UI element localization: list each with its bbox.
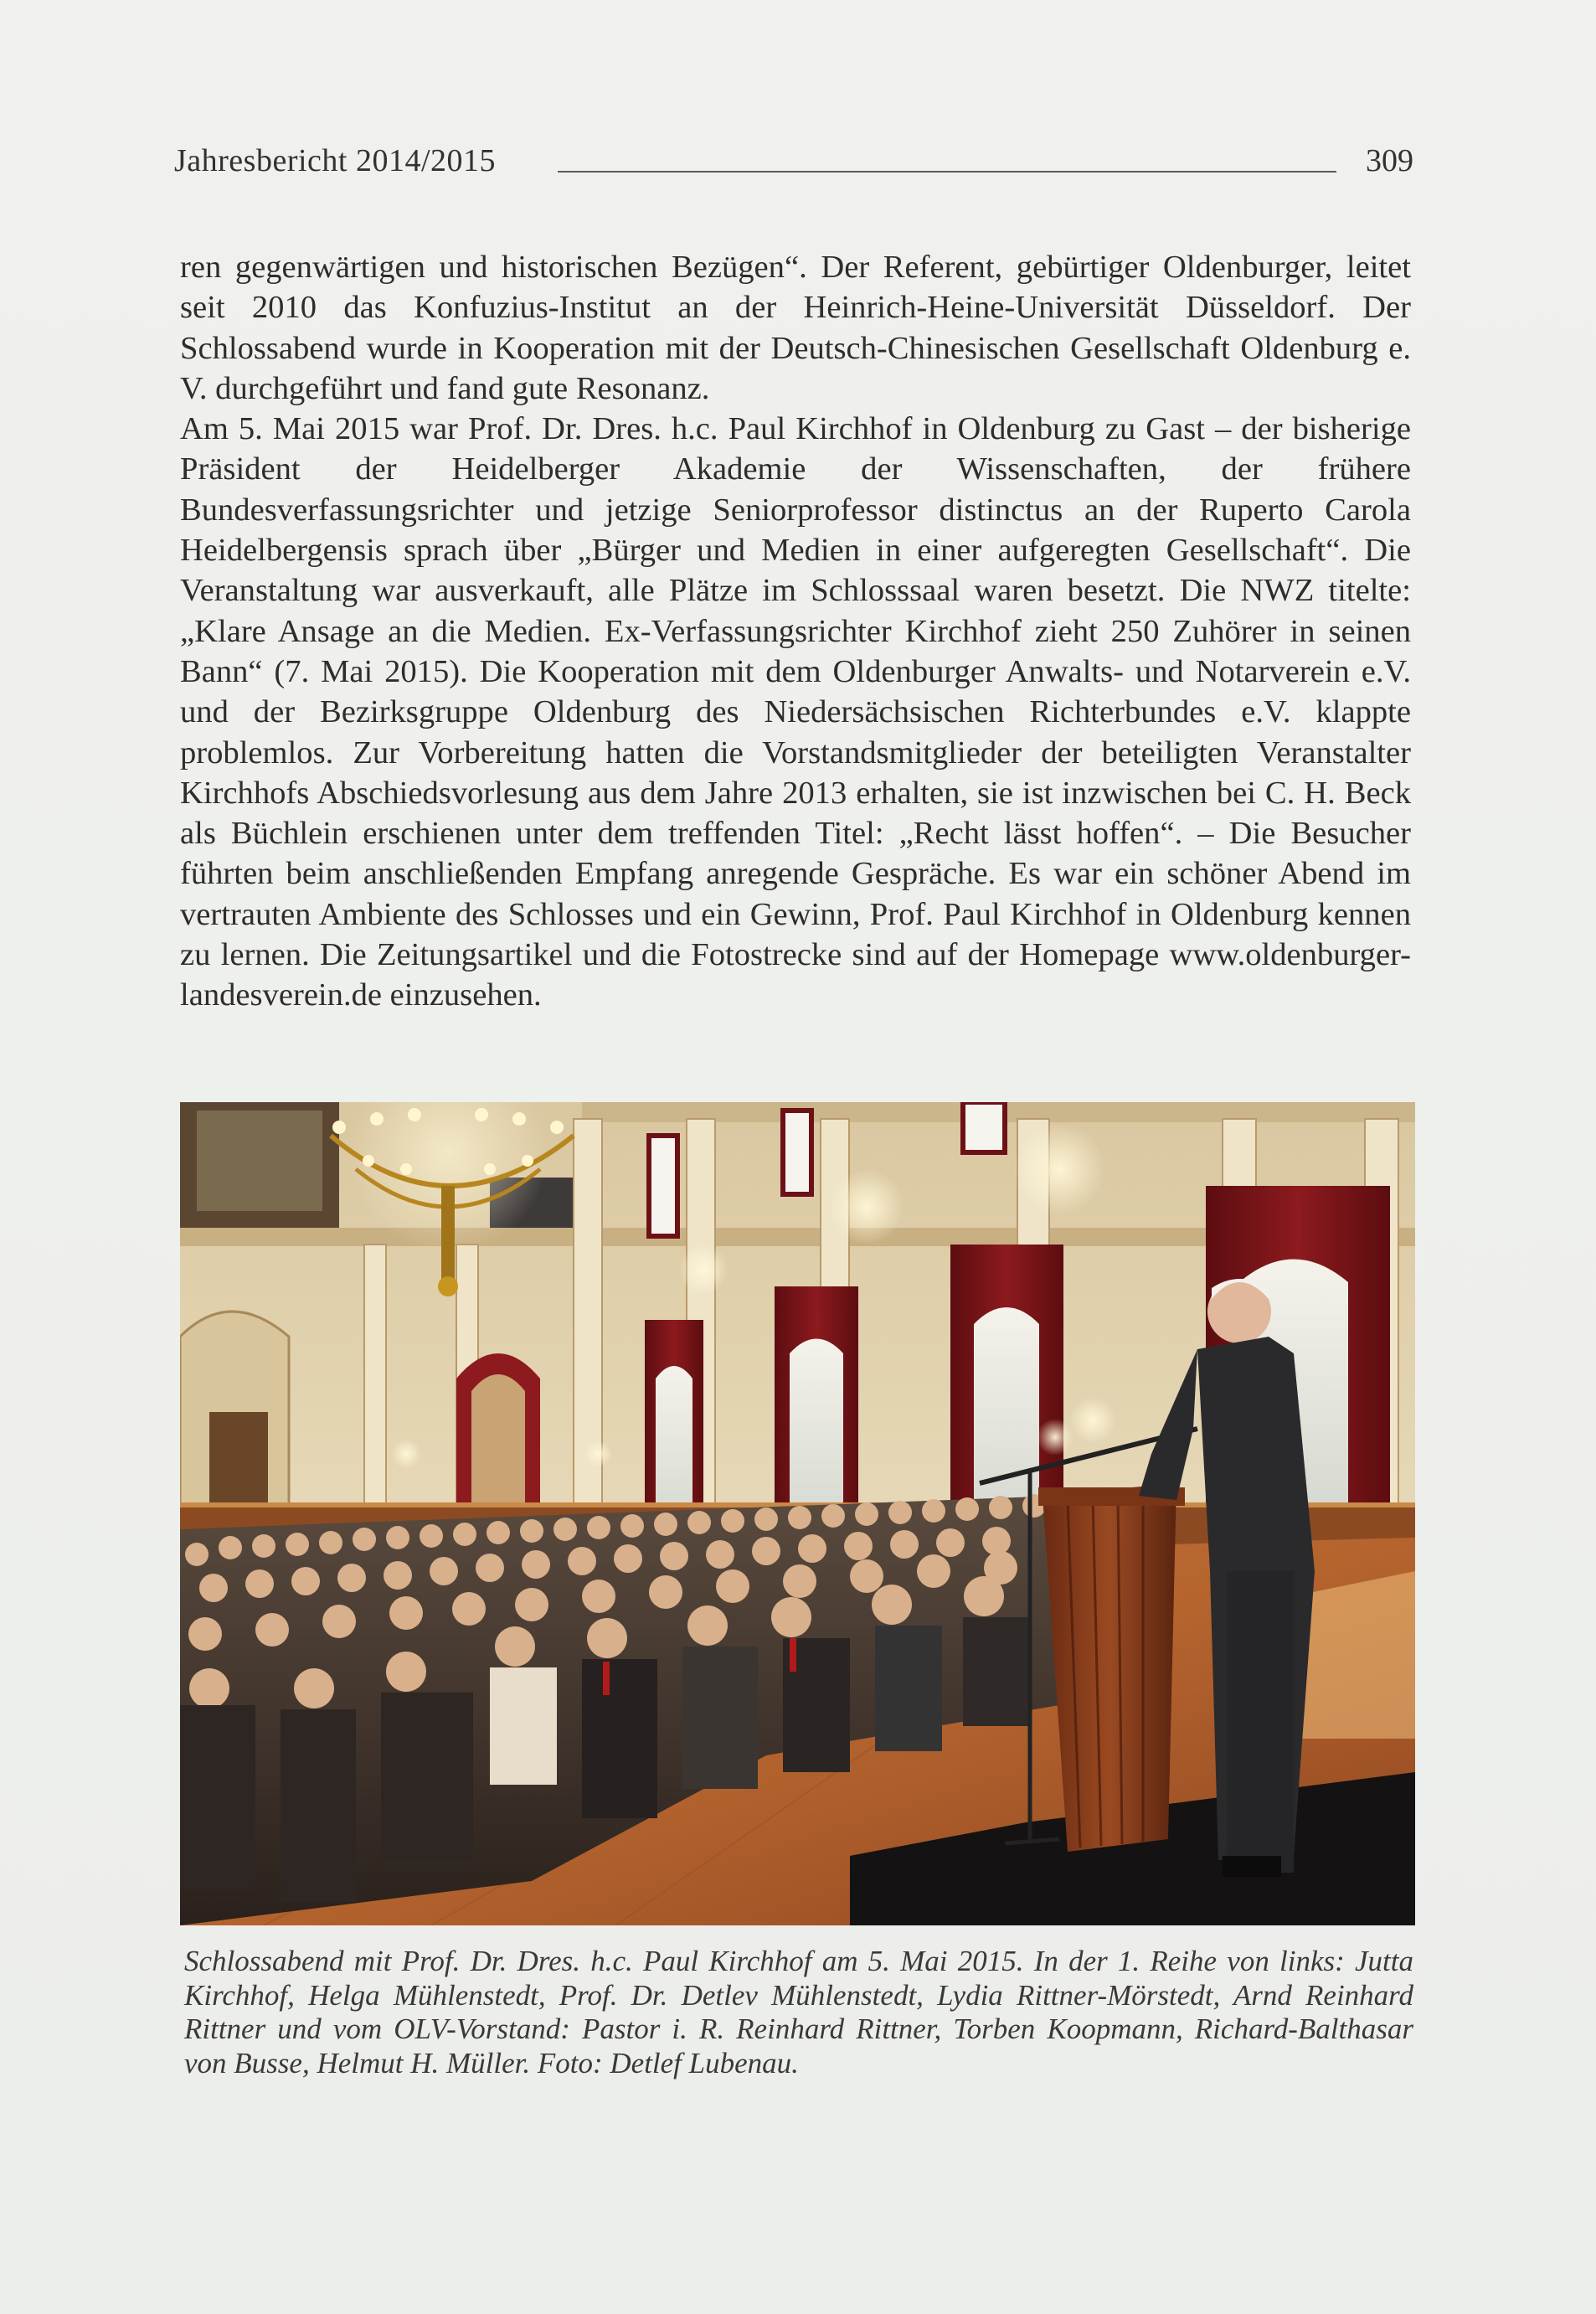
running-head [174,142,1413,193]
page-number: 309 [1366,143,1413,178]
header-rule [558,171,1336,173]
event-photo [180,1102,1415,1925]
paragraph-1: ren gegenwärtigen und historischen Bezügen“. Der Referent, gebürtiger Oldenburger, leitet seit 2010 das Konfuzius-Institut an der Heinrich-Heine-Universität Düsseldorf. Der Schlossabend wurde in Kooperation mit der Deutsch-Chinesischen Gesellschaft Oldenburg e. V. durchgeführt und fand gute Resonanz. [180,250,1411,406]
body-text [180,247,1411,1016]
figure-caption [184,1945,1413,2080]
running-title: Jahresbericht 2014/2015 [174,143,497,178]
caption-text: Schlossabend mit Prof. Dr. Dres. h.c. Paul Kirchhof am 5. Mai 2015. In der 1. Reihe von links: Jutta Kirchhof, Helga Mühlenstedt, Prof. Dr. Detlev Mühlenstedt, Lydia Rittner-Mörstedt, Arnd Reinhard Rittner und vom OLV-Vorstand: Pastor i. R. Reinhard Rittner, Torben Koopmann, Richard-Balthasar von Busse, Helmut H. Müller. Foto: Detlef Lubenau. [184,1945,1413,2080]
paragraph-2: Am 5. Mai 2015 war Prof. Dr. Dres. h.c. Paul Kirchhof in Oldenburg zu Gast – der bisherige Präsident der Heidelberger Akademie der Wissenschaften, der frühere Bundesverfassungsrichter und jetzige Seniorprofessor distinctus an der Ruperto Carola Heidelbergensis sprach über „Bürger und Medien in einer aufgeregten Gesellschaft“. Die Veranstaltung war ausverkauft, alle Plätze im Schlosssaal waren besetzt. Die NWZ titelte: „Klare Ansage an die Medien. Ex-Verfassungsrichter Kirchhof zieht 250 Zuhörer in seinen Bann“ (7. Mai 2015). Die Kooperation mit dem Oldenburger Anwalts- und Notarverein e.V. und der Bezirksgruppe Oldenburg des Niedersächsischen Richterbundes e.V. klappte problemlos. Zur Vorbereitung hatten die Vorstandsmitglieder der beteiligten Veranstalter Kirchhofs Abschiedsvorlesung aus dem Jahre 2013 erhalten, sie ist inzwischen bei C. H. Beck als Büchlein erschienen unter dem treffenden Titel: „Recht lässt hoffen“. – Die Besucher führten beim anschließenden Empfang anregende Gespräche. Es war ein schöner Abend im vertrauten Ambiente des Schlosses und ein Gewinn, Prof. Paul Kirchhof in Oldenburg kennen zu lernen. Die Zeitungsartikel und die Fotostrecke sind auf der Homepage www.oldenburger-landesverein.de einzusehen. [180,411,1411,1013]
